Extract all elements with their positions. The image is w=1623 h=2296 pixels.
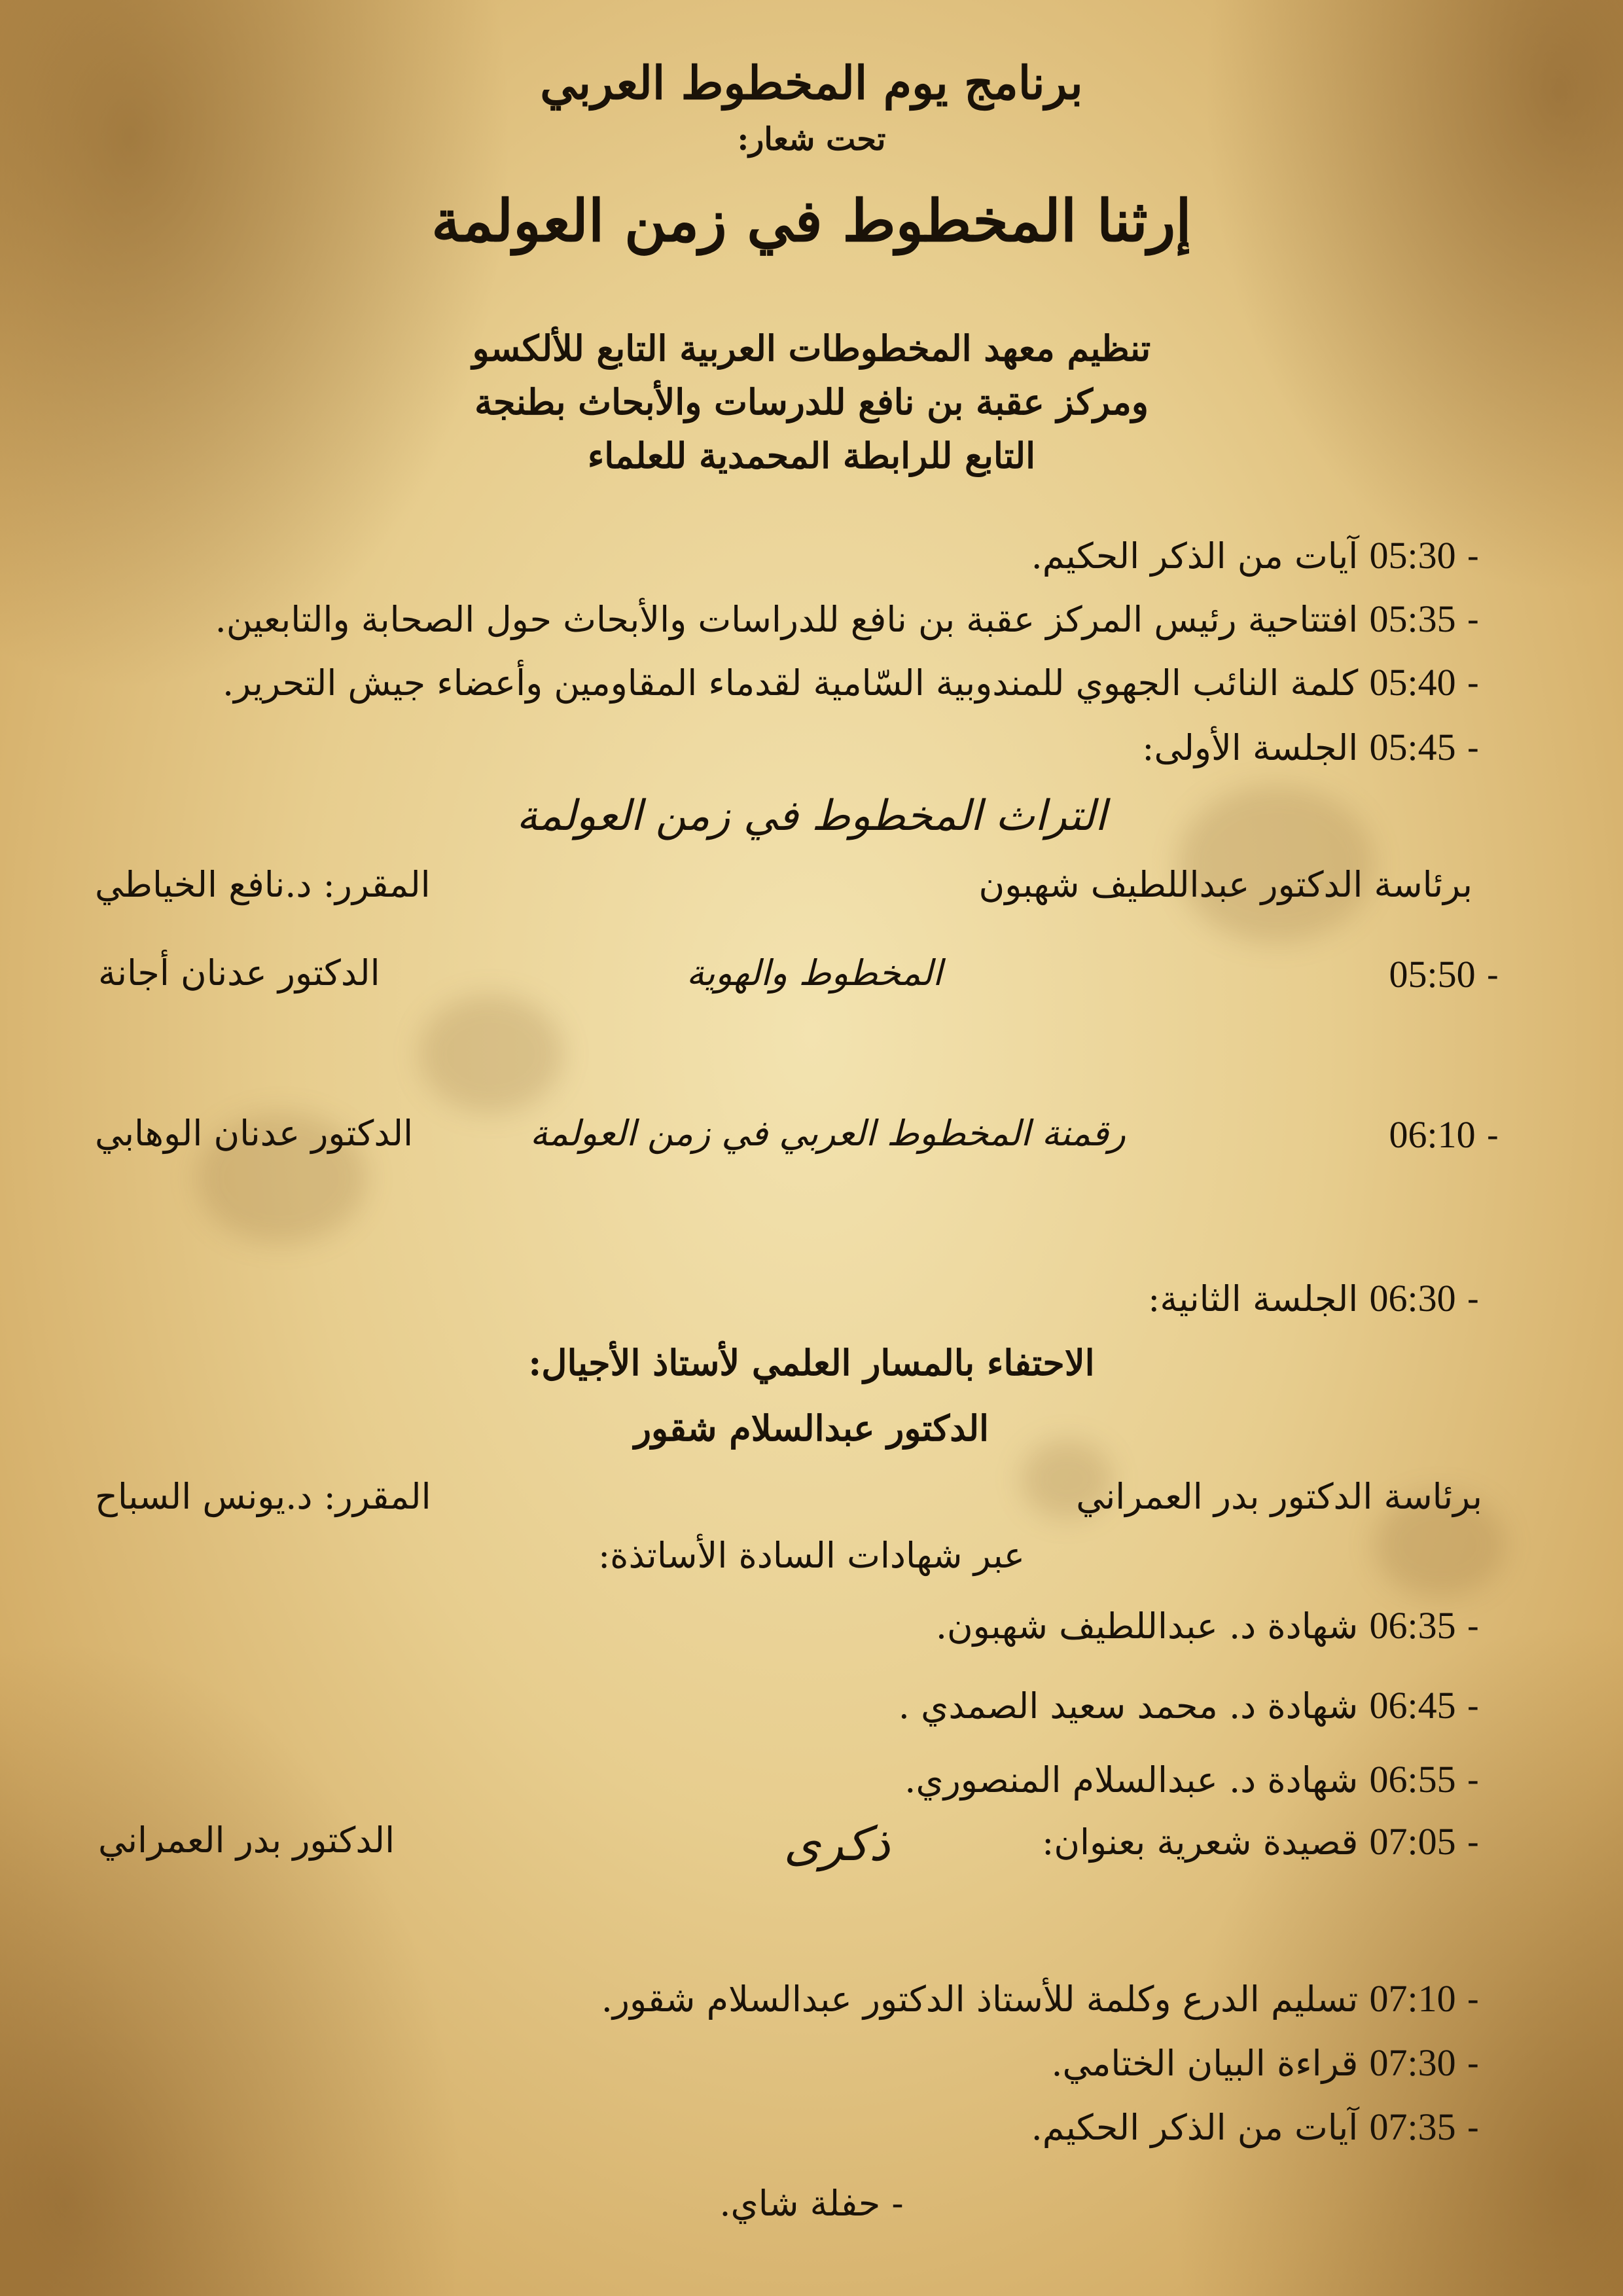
item-text: شهادة د. عبدالسلام المنصوري.: [904, 1759, 1359, 1801]
program-item: - 05:40 كلمة النائب الجهوي للمندوبية السّامية لقدماء المقاومين وأعضاء جيش التحرير.: [223, 661, 1479, 704]
item-time: 05:30: [1369, 534, 1456, 577]
closing-item: - 07:10 تسليم الدرع وكلمة للأستاذ الدكتور عبدالسلام شقور.: [601, 1977, 1479, 2020]
program-item: - 05:35 افتتاحية رئيس المركز عقبة بن نافع للدراسات والأبحاث حول الصحابة والتابعين.: [215, 598, 1479, 640]
organizer-line: تنظيم معهد المخطوطات العربية التابع للألكسو: [472, 327, 1151, 369]
talk-time: - 05:50: [1389, 953, 1499, 996]
session2-honoree: الدكتور عبدالسلام شقور: [633, 1407, 990, 1449]
item-time: 06:55: [1369, 1758, 1456, 1801]
item-text: شهادة د. محمد سعيد الصمدي .: [898, 1685, 1359, 1727]
closing-item: - 07:30 قراءة البيان الختامي.: [1051, 2041, 1479, 2084]
testimony-item: - 06:35 شهادة د. عبداللطيف شهبون.: [935, 1604, 1479, 1647]
item-text: افتتاحية رئيس المركز عقبة بن نافع للدراسات والأبحاث حول الصحابة والتابعين.: [215, 599, 1359, 640]
program-item: - 05:30 آيات من الذكر الحكيم.: [1031, 534, 1479, 577]
item-text: آيات من الذكر الحكيم.: [1031, 535, 1359, 577]
closing-item: - 07:35 آيات من الذكر الحكيم.: [1031, 2106, 1479, 2148]
talk-time: - 06:10: [1389, 1113, 1499, 1156]
item-time: 06:45: [1369, 1684, 1456, 1727]
tea-party: - حفلة شاي.: [719, 2183, 904, 2224]
program-title: برنامج يوم المخطوط العربي: [540, 56, 1083, 110]
session2-via: عبر شهادات السادة الأساتذة:: [597, 1535, 1026, 1576]
item-text: شهادة د. عبداللطيف شهبون.: [935, 1605, 1359, 1647]
item-time: 05:45: [1369, 726, 1456, 768]
talk-title: المخطوط والهوية: [686, 952, 942, 994]
session1-chair: برئاسة الدكتور عبداللطيف شهبون: [978, 864, 1472, 905]
item-time: 05:40: [1369, 661, 1456, 704]
testimony-item: - 06:45 شهادة د. محمد سعيد الصمدي .: [898, 1684, 1479, 1727]
talk-speaker: الدكتور عدنان أجانة: [98, 952, 380, 994]
item-time: 06:30: [1369, 1277, 1456, 1319]
poem-speaker: الدكتور بدر العمراني: [98, 1820, 395, 1861]
testimony-item: - 06:55 شهادة د. عبدالسلام المنصوري.: [904, 1758, 1479, 1801]
poem-title: ذكرى: [783, 1816, 890, 1871]
organizer-line: التابع للرابطة المحمدية للعلماء: [587, 435, 1036, 476]
session1-theme: التراث المخطوط في زمن العولمة: [516, 792, 1107, 840]
item-time: 07:10: [1369, 1977, 1456, 2020]
session1-rapporteur: المقرر: د.نافع الخياطي: [95, 864, 431, 905]
program-slogan: إرثنا المخطوط في زمن العولمة: [431, 187, 1192, 255]
item-time: 07:30: [1369, 2041, 1456, 2084]
item-text: كلمة النائب الجهوي للمندوبية السّامية لقدماء المقاومين وأعضاء جيش التحرير.: [223, 662, 1359, 704]
item-text: تسليم الدرع وكلمة للأستاذ الدكتور عبدالسلام شقور.: [601, 1979, 1359, 2020]
item-time: 07:35: [1369, 2106, 1456, 2148]
item-text: الجلسة الأولى:: [1142, 727, 1359, 768]
item-text: آيات من الذكر الحكيم.: [1031, 2107, 1359, 2148]
session2-chair: برئاسة الدكتور بدر العمراني: [1076, 1476, 1482, 1517]
program-subtitle: تحت شعار:: [737, 121, 886, 158]
session-heading: - 05:45 الجلسة الأولى:: [1142, 726, 1479, 768]
session-heading: - 06:30 الجلسة الثانية:: [1148, 1277, 1479, 1319]
session2-theme: الاحتفاء بالمسار العلمي لأستاذ الأجيال:: [528, 1342, 1095, 1384]
item-time: 06:35: [1369, 1604, 1456, 1647]
talk-title: رقمنة المخطوط العربي في زمن العولمة: [529, 1113, 1126, 1154]
item-text: قراءة البيان الختامي.: [1051, 2043, 1359, 2084]
organizer-line: ومركز عقبة بن نافع للدرسات والأبحاث بطنجة: [474, 381, 1149, 423]
talk-speaker: الدكتور عدنان الوهابي: [95, 1113, 414, 1154]
session2-rapporteur: المقرر: د.يونس السباح: [95, 1476, 431, 1517]
item-text: الجلسة الثانية:: [1148, 1278, 1359, 1319]
poem-item: - 07:05 قصيدة شعرية بعنوان:: [1042, 1820, 1479, 1863]
item-time: 05:35: [1369, 598, 1456, 640]
